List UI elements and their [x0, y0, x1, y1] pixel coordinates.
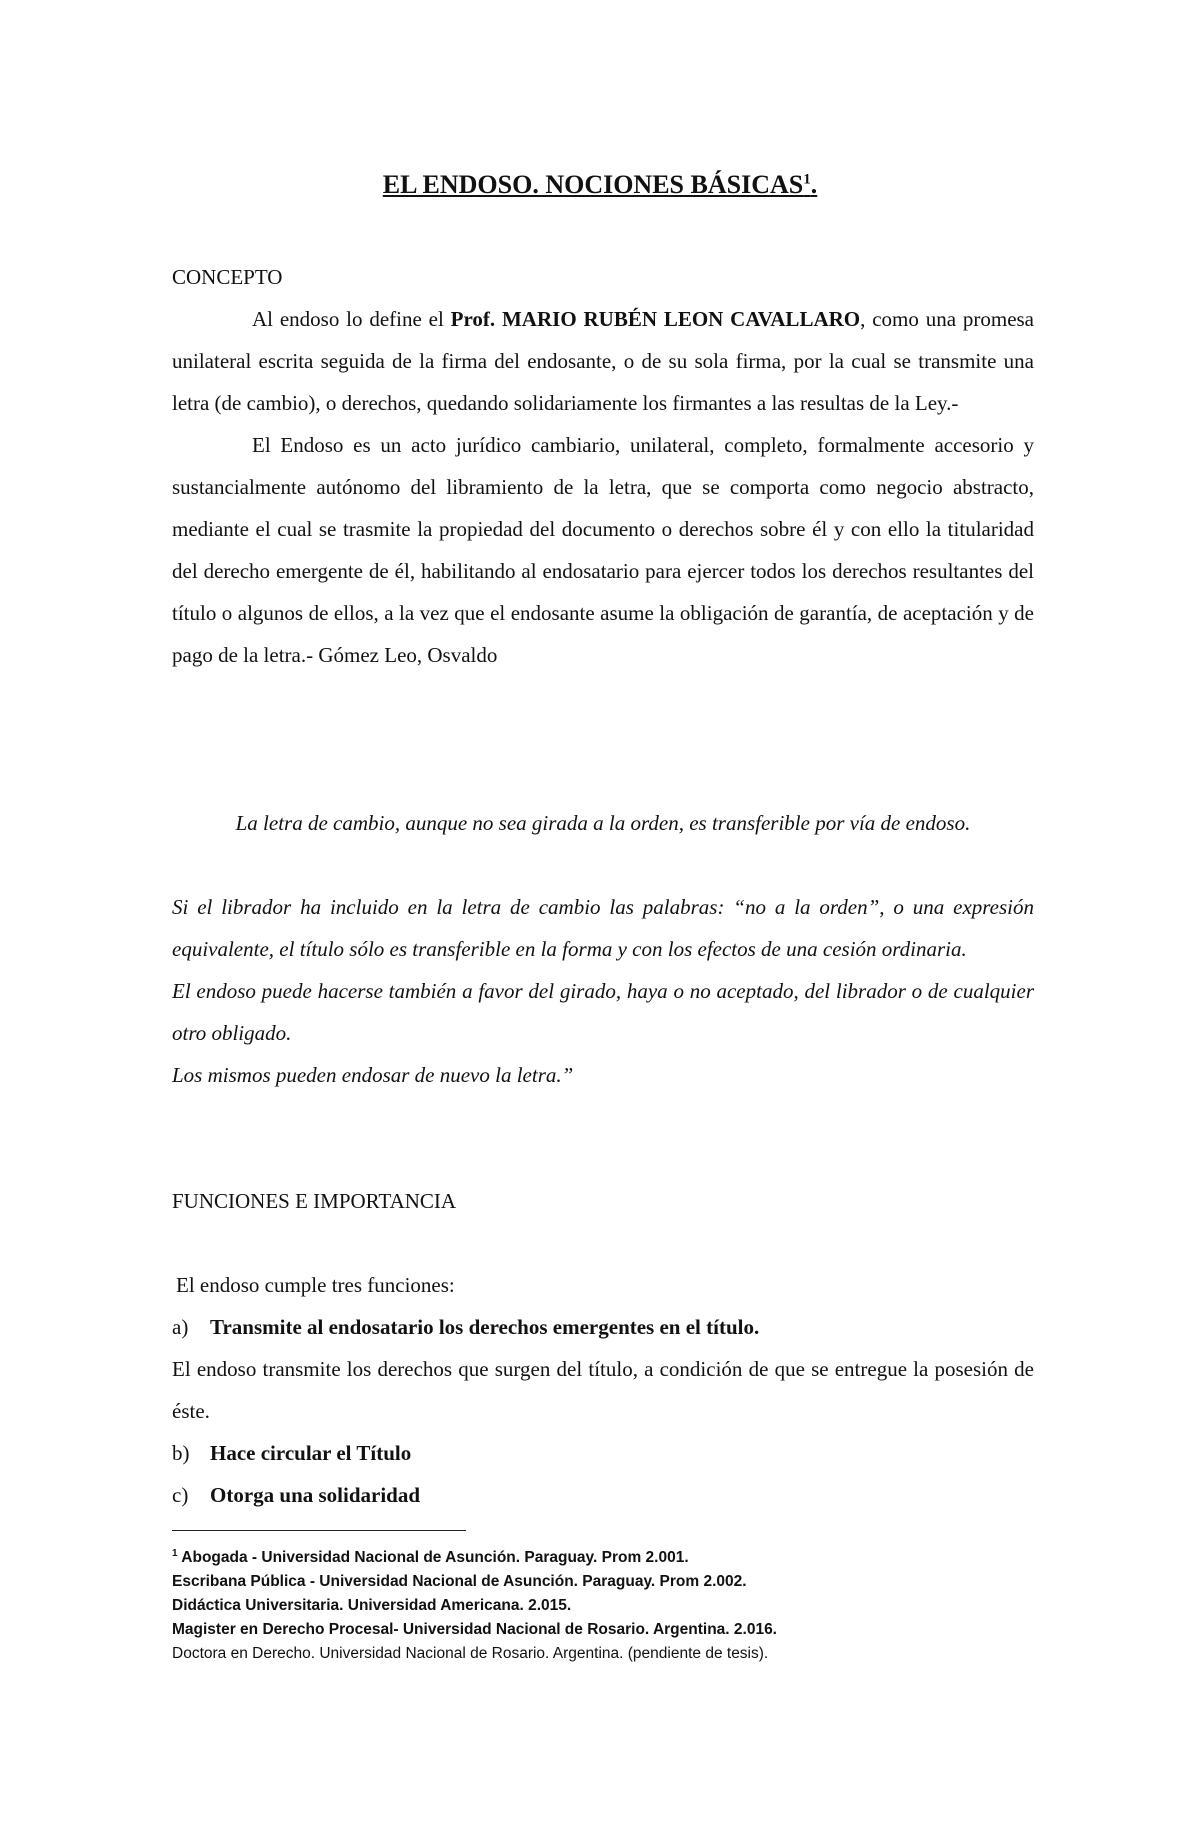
quote-2: Si el librador ha incluido en la letra de cambio las palabras: “no a la orden”, o una expresión equivalente, el título sólo es transferible en la forma y con los efectos de una cesión ordinaria.	[172, 895, 1034, 961]
page-title	[0, 170, 1200, 200]
funciones-heading-block	[172, 1180, 1034, 1222]
footnotes	[172, 1542, 1072, 1666]
funcion-item-a-text: El endoso transmite los derechos que surgen del título, a condición de que se entregue la posesión de éste.	[172, 1357, 1034, 1423]
quote-block-1	[172, 802, 1034, 844]
funcion-item-c-marker: c)	[172, 1483, 189, 1507]
title-trailing: .	[810, 170, 818, 199]
funcion-item-b	[172, 1432, 1034, 1474]
footnote-line-1	[172, 1542, 1072, 1570]
footnote-separator	[172, 1530, 466, 1531]
footnote-line-2: Escribana Pública - Universidad Nacional de Asunción. Paraguay. Prom 2.002.	[172, 1573, 747, 1591]
quote-3: El endoso puede hacerse también a favor del girado, haya o no aceptado, del librador o de cualquier otro obligado.	[172, 979, 1034, 1045]
concepto-p1-rest: , como una promesa unilateral escrita seguida de la firma del endosante, o de su sola firma, por la cual se transmite una letra (de cambio), o derechos, quedando solidariamente los firmantes a las resultas de la Ley.-	[172, 307, 1035, 415]
footnote-line-4: Magister en Derecho Procesal- Universidad Nacional de Rosario. Argentina. 2.016.	[172, 1621, 777, 1639]
title-text: EL ENDOSO. NOCIONES BÁSICAS	[382, 170, 804, 199]
funcion-item-b-marker: b)	[172, 1441, 190, 1465]
funcion-item-a-marker: a)	[172, 1315, 189, 1339]
funciones-section	[172, 1264, 1034, 1516]
concepto-paragraph-2: El Endoso es un acto jurídico cambiario, unilateral, completo, formalmente accesorio y sustancialmente autónomo del libramiento de la letra, que se comporta como negocio abstracto, mediante el cual se trasmite la propiedad del documento o derechos sobre él y con ello la titularidad del derecho emergente de él, habilitando al endosatario para ejercer todos los derechos resultantes del título o algunos de ellos, a la vez que el endosante asume la obligación de garantía, de aceptación y de pago de la letra.- Gómez Leo, Osvaldo	[172, 433, 1034, 667]
quote-block-2	[172, 886, 1034, 1096]
title-footnote-ref[interactable]: 1	[803, 171, 811, 188]
concepto-p1-author: Prof. MARIO RUBÉN LEON CAVALLARO	[450, 307, 861, 331]
footnote-line-5: Doctora en Derecho. Universidad Nacional de Rosario. Argentina. (pendiente de tesis).	[172, 1645, 769, 1663]
funciones-heading: FUNCIONES E IMPORTANCIA	[172, 1189, 457, 1213]
funcion-item-c-label: Otorga una solidaridad	[210, 1483, 421, 1507]
quote-1: La letra de cambio, aunque no sea girada a la orden, es transferible por vía de endoso.	[235, 811, 971, 835]
concepto-section	[172, 256, 1034, 676]
funcion-item-c	[172, 1474, 1034, 1516]
concepto-heading: CONCEPTO	[172, 265, 283, 289]
funcion-item-a	[172, 1306, 1034, 1348]
footnote-line-3: Didáctica Universitaria. Universidad Americana. 2.015.	[172, 1597, 572, 1615]
concepto-p1-intro: Al endoso lo define el	[252, 307, 451, 331]
funcion-item-b-label: Hace circular el Título	[210, 1441, 412, 1465]
funcion-item-a-label: Transmite al endosatario los derechos emergentes en el título.	[210, 1315, 760, 1339]
footnote-line-1-text: Abogada - Universidad Nacional de Asunción. Paraguay. Prom 2.001.	[181, 1549, 689, 1567]
funciones-intro: El endoso cumple tres funciones:	[176, 1273, 455, 1297]
concepto-paragraph-1	[172, 298, 1034, 424]
quote-4: Los mismos pueden endosar de nuevo la letra.”	[172, 1063, 574, 1087]
footnote-number: 1	[172, 1548, 178, 1559]
